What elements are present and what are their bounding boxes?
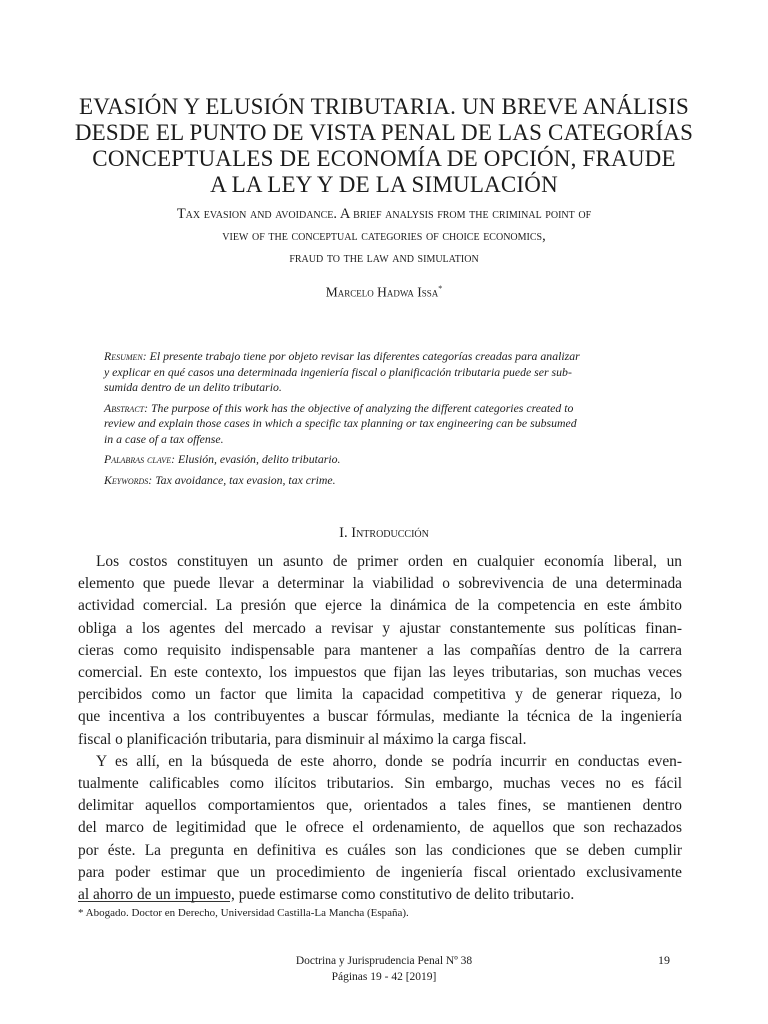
resumen-line: El presente trabajo tiene por objeto revisar las diferentes categorías creadas para analizar [146, 349, 580, 363]
resumen-line: sumida dentro de un delito tributario. [104, 380, 282, 394]
footer-pages: Páginas 19 - 42 [2019] [331, 971, 437, 983]
palabras-clave-paragraph [104, 452, 674, 468]
paragraph-1 [78, 551, 682, 751]
subtitle-line: fraud to the law and simulation [289, 250, 479, 266]
text-line: cieras como requisito indispensable para mantener a las compañías dentro de la carrera [78, 641, 682, 659]
text-line: tualmente calificables como ilícitos tributarios. Sin embargo, muchas veces no es fácil [78, 775, 682, 793]
text-line: del marco de legitimidad que le ofrece el ordenamiento, de aquellos que son rechazados [78, 819, 682, 837]
keywords-text: Tax avoidance, tax evasion, tax crime. [152, 472, 336, 487]
resumen-paragraph [104, 349, 674, 396]
body-text [78, 551, 682, 906]
author-footnote-mark: * [438, 284, 443, 293]
text-line: comercial. En este contexto, los impuestos que fijan las leyes tributarias, son muchas veces [78, 664, 682, 682]
author-line [0, 284, 768, 301]
title-line: EVASIÓN Y ELUSIÓN TRIBUTARIA. UN BREVE ANÁLISIS [78, 94, 690, 119]
text-line: percibidos como un factor que limita la capacidad competitiva y de generar riqueza, lo [78, 686, 682, 704]
text-line: Los costos constituyen un asunto de primer orden en cualquier economía liberal, un [96, 553, 682, 570]
resumen-line: y explicar en qué casos una determinada ingeniería fiscal o planificación tributaria puede ser sub- [104, 364, 572, 379]
article-title [70, 94, 698, 198]
text-line: para poder estimar que un procedimiento de ingeniería fiscal orientado exclusivamente [78, 863, 682, 881]
text-line: Y es allí, en la búsqueda de este ahorro, donde se podría incurrir en conductas even- [96, 752, 682, 770]
abstract-line: review and explain those cases in which a specific tax planning or tax engineering can be subsumed [104, 416, 577, 430]
text-line: delimitar aquellos comportamientos que, orientados a tales fines, se mantienen dentro [78, 797, 682, 815]
paragraph-2 [78, 751, 682, 906]
page-number: 19 [658, 953, 670, 967]
subtitle-line: view of the conceptual categories of choice economics, [222, 228, 546, 244]
author-name: Marcelo Hadwa Issa [325, 284, 439, 300]
text-line: actividad comercial. La presión que ejerce la dinámica de la competencia en este ámbito [78, 597, 682, 615]
text-line: por éste. La pregunta en definitiva es cuáles son las condiciones que se deben cumplir [78, 841, 682, 859]
title-line: DESDE EL PUNTO DE VISTA PENAL DE LAS CATEGORÍAS [74, 120, 694, 145]
text-line: que incentiva a los contribuyentes a buscar fórmulas, mediante la técnica de la ingeniería [78, 708, 682, 726]
abstract-line: in a case of a tax offense. [104, 431, 224, 446]
abstract-label: Abstract: [104, 400, 149, 415]
text-line: al ahorro de un impuesto, puede estimarse como constitutivo de delito tributario. [78, 886, 575, 904]
abstract-line: The purpose of this work has the objective of analyzing the different categories created to [148, 400, 574, 415]
page-footer [0, 953, 768, 985]
abstract-block [104, 349, 674, 493]
resumen-label: Resumen: [104, 349, 147, 363]
title-line: CONCEPTUALES DE ECONOMÍA DE OPCIÓN, FRAUDE [92, 146, 676, 171]
abstract-paragraph [104, 401, 674, 448]
text-line: obliga a los agentes del mercado a revisar y ajustar constantemente sus políticas finan- [78, 619, 682, 637]
footnote: * Abogado. Doctor en Derecho, Universidad Castilla-La Mancha (España). [78, 907, 409, 919]
palabras-clave-label: Palabras clave: [104, 452, 176, 466]
palabras-clave-text: Elusión, evasión, delito tributario. [175, 452, 341, 466]
text-line: fiscal o planificación tributaria, para disminuir al máximo la carga fiscal. [78, 730, 527, 748]
english-title [80, 203, 688, 269]
title-line: A LA LEY Y DE LA SIMULACIÓN [210, 172, 558, 197]
keywords-label: Keywords: [104, 472, 153, 487]
text-line: elemento que puede llevar a determinar la viabilidad o sobrevivencia de una determinada [78, 575, 682, 593]
footnote-divider [78, 901, 230, 902]
subtitle-line: Tax evasion and avoidance. A brief analysis from the criminal point of [176, 206, 592, 222]
keywords-paragraph [104, 473, 674, 489]
section-heading: I. Introducción [339, 525, 429, 541]
footer-journal: Doctrina y Jurisprudencia Penal Nº 38 [295, 955, 473, 967]
